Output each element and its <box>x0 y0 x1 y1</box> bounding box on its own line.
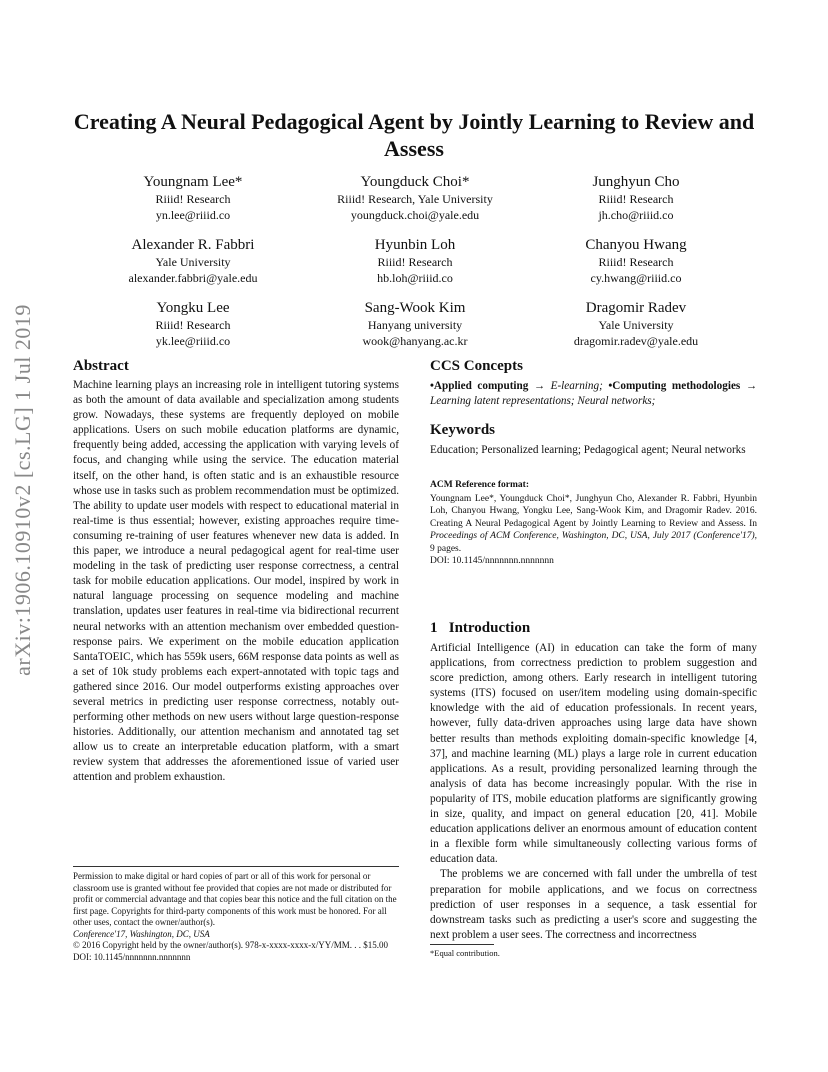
author-8 <box>290 298 540 349</box>
author-name: Yongku Lee <box>156 300 230 316</box>
author-affiliation: Riiid! Research <box>598 192 674 206</box>
author-affiliation: Riiid! Research <box>155 318 231 332</box>
intro-text <box>430 641 757 943</box>
author-email: wook@hanyang.ac.kr <box>362 333 468 348</box>
ccs-applied-computing: •Applied computing <box>430 380 529 392</box>
author-name: Hyunbin Loh <box>374 237 456 253</box>
author-email: cy.hwang@riiid.co <box>590 270 682 285</box>
permission-block <box>73 871 399 963</box>
conference-line: Conference'17, Washington, DC, USA <box>73 928 210 939</box>
acm-ref-text <box>430 493 757 567</box>
keywords-heading: Keywords <box>430 422 495 438</box>
acm-ref-pages: 9 pages. <box>430 543 462 554</box>
author-affiliation: Riiid! Research, Yale University <box>337 192 493 206</box>
ccs-arrow: → <box>528 380 551 392</box>
footnote-rule <box>430 944 494 945</box>
intro-heading <box>430 620 757 637</box>
author-email: hb.loh@riiid.co <box>377 270 453 285</box>
author-affiliation: Riiid! Research <box>155 192 231 206</box>
author-1 <box>68 172 318 223</box>
author-affiliation: Yale University <box>598 318 674 332</box>
acm-ref-heading: ACM Reference format: <box>430 480 529 490</box>
author-affiliation: Yale University <box>155 255 231 269</box>
arxiv-stamp <box>0 300 46 680</box>
acm-ref-doi: DOI: 10.1145/nnnnnnn.nnnnnnn <box>430 556 554 567</box>
ccs-arrow: → <box>740 380 758 392</box>
intro-number: 1 <box>430 620 438 636</box>
ccs-learning-latent: Learning latent representations; Neural networks; <box>430 395 656 408</box>
keywords-text: Education; Personalized learning; Pedagogical agent; Neural networks <box>430 444 746 456</box>
author-name: Chanyou Hwang <box>585 237 687 253</box>
author-name: Junghyun Cho <box>592 174 680 190</box>
acm-ref-plain: Youngnam Lee*, Youngduck Choi*, Junghyun Cho, Alexander R. Fabbri, Hyunbin Loh, Chanyou Hwang, Yongku Lee, Sang-Wook Kim, and Dragomir Radev. 2016. Creating A Neural Pedagogical Agent by Jointly Learning to Review and Assess. In <box>430 494 757 529</box>
author-affiliation: Hanyang university <box>367 318 463 332</box>
author-name: Alexander R. Fabbri <box>131 237 255 253</box>
author-email: yn.lee@riiid.co <box>155 207 231 222</box>
abstract-text: Machine learning plays an increasing role in intelligent tutoring systems as both the amount of data available and specialization among students grow. Nowadays, these systems are frequently deployed on mobile applications. Users on such mobile education platforms are dynamic, frequently being added, accessing the application with varying levels of focus, and changing while using the service. The education material itself, on the other hand, is often static and is an exhaustible resource whose use in tasks such as problem recommendation must be optimized. The ability to update user models with respect to educational material in real-time is thus essential; however, existing approaches require time-consuming re-training of user features whenever new data is added. In this paper, we introduce a neural pedagogical agent for real-time user modeling in the task of predicting user response correctness, a central task for mobile education applications. Our model, inspired by work in natural language processing on sequence modeling and machine translation, updates user features in real-time via bidirectional recurrent neural networks with an attention mechanism over embedded question-response pairs. We experiment on the mobile education application SantaTOEIC, which has 559k users, 66M response data points as well as a set of 10k study problems each expert-annotated with topic tags and gathered since 2016. Our model outperforms existing approaches over several metrics in predicting user response correctness, notably out-performing other methods on new users without large question-response histories. Additionally, our attention mechanism and annotated tag set allow us to create an interpretable education platform, with a smart review system that addresses the aforementioned issue of varied user attention and problem exhaustion. <box>73 379 399 784</box>
author-email: dragomir.radev@yale.edu <box>573 333 699 348</box>
abstract-heading: Abstract <box>73 358 129 374</box>
intro-paragraph-2: The problems we are concerned with fall under the umbrella of test preparation for mobile applications, and we focus on correctness prediction of user responses in a sequence, a task essential for downstream tasks such as predicting a user's score and suggesting the next problem a user sees. The correctness and incorrectness <box>430 868 757 941</box>
author-email: jh.cho@riiid.co <box>598 207 674 222</box>
author-affiliation: Riiid! Research <box>377 255 453 269</box>
permission-doi: DOI: 10.1145/nnnnnnn.nnnnnnn <box>73 951 191 962</box>
paper-title: Creating A Neural Pedagogical Agent by Jointly Learning to Review and Assess <box>73 109 755 161</box>
author-name: Sang-Wook Kim <box>364 300 466 316</box>
ccs-text <box>430 379 757 409</box>
author-name: Dragomir Radev <box>585 300 687 316</box>
author-5 <box>290 235 540 286</box>
copyright-line: © 2016 Copyright held by the owner/author(s). 978-x-xxxx-xxxx-x/YY/MM. . . $15.00 <box>73 940 389 950</box>
footer-rule <box>73 866 399 867</box>
author-3 <box>511 172 761 223</box>
author-name: Youngduck Choi* <box>360 174 470 190</box>
ccs-elearning: E-learning; <box>550 380 603 392</box>
author-7 <box>68 298 318 349</box>
author-9 <box>511 298 761 349</box>
ccs-computing-methodologies: •Computing methodologies <box>602 380 741 392</box>
acm-ref-venue: Proceedings of ACM Conference, Washington, DC, USA, July 2017 (Conference'17), <box>430 531 757 542</box>
author-email: youngduck.choi@yale.edu <box>350 207 480 222</box>
intro-title: Introduction <box>448 620 531 636</box>
author-6 <box>511 235 761 286</box>
author-email: yk.lee@riiid.co <box>155 333 231 348</box>
author-email: alexander.fabbri@yale.edu <box>128 270 258 285</box>
author-4 <box>68 235 318 286</box>
intro-paragraph-1: Artificial Intelligence (AI) in education can take the form of many applications, from correctness prediction to problem suggestion and score prediction, among others. Early research in intelligent tutoring systems (ITS) focused on user/item modeling using domain-specific knowledge with the aid of education professionals. In recent years, however, fully data-driven approaches using large data have shown better results than methods exploiting domain-specific knowledge [4, 37], and machine learning (ML) plays a large role in current education applications. As a result, providing personalized learning through the analysis of data has become increasingly popular. With the rise in popularity of ITS, mobile education platforms are significantly growing in size, quality, and impact on general education [20, 41]. Mobile education applications deliver an enormous amount of education content in a flexible form while simultaneously collecting various forms of education data. <box>430 642 757 866</box>
author-affiliation: Riiid! Research <box>598 255 674 269</box>
ccs-heading: CCS Concepts <box>430 358 523 374</box>
footnote: *Equal contribution. <box>430 948 500 958</box>
author-name: Youngnam Lee* <box>143 174 243 190</box>
arxiv-id: arXiv:1906.10910v2 [cs.LG] 1 Jul 2019 <box>10 304 35 676</box>
author-2 <box>290 172 540 223</box>
permission-text: Permission to make digital or hard copies of part or all of this work for personal or classroom use is granted without fee provided that copies are not made or distributed for profit or commercial advantage and that copies bear this notice and the full citation on the first page. Copyrights for third-party components of this work must be honored. For all other uses, contact the owner/author(s). <box>73 871 397 927</box>
